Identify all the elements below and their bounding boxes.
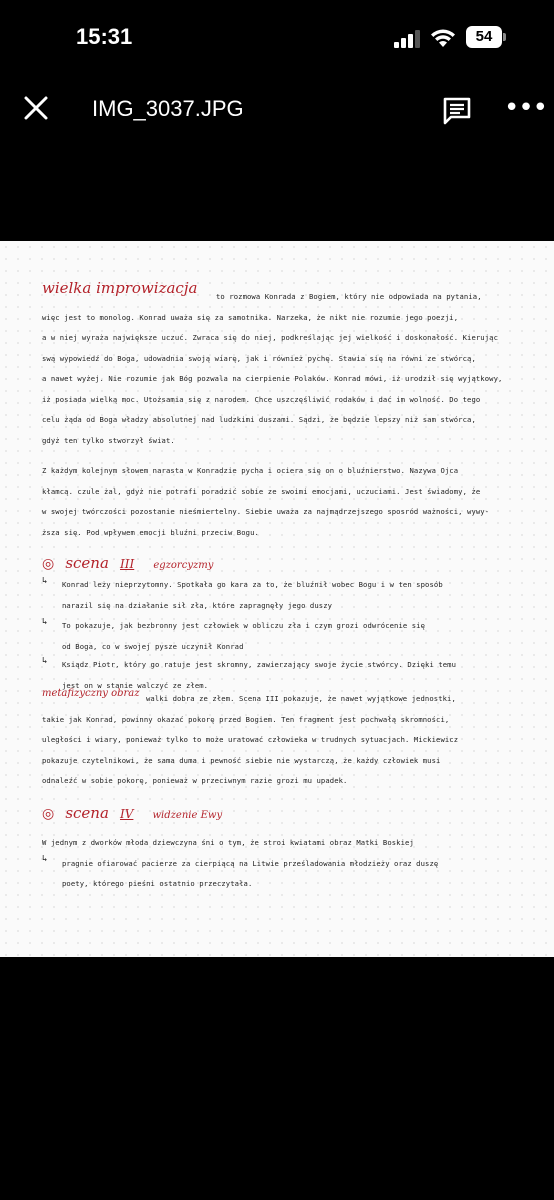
paragraph-1-line: a w niej wyraża największe uczuć. Zwraca się do niej, podkreślając jej wielkość i doskonałość. Kierując (42, 333, 499, 342)
spiral-bullet-icon: ◎ (42, 806, 55, 822)
paragraph-3-line: uległości i wiary, ponieważ tylko to może uratować człowieka w trudnych sytuacjach. Mickiewicz (42, 735, 459, 744)
scene-3-item (42, 616, 522, 657)
more-icon[interactable]: ••• (504, 93, 548, 123)
scene-3-item-line: narazil się na działanie sił zła, które zapragnęły jego duszy (62, 600, 333, 610)
paragraph-2-line: kłamcą. czule żal, gdyż nie potrafi poradzić sobie ze swoimi emocjami, uczuciami. Jest świadomy, że (42, 486, 481, 496)
status-time: 15:31 (76, 24, 133, 49)
paragraph-3-line: odnaleźć w sobie pokorę, ponieważ w przeciwnym razie grozi mu upadek. (42, 776, 348, 785)
paragraph-1 (42, 287, 518, 451)
paragraph-1-line: celu żąda od Boga władzy absolutnej nad ludzkimi duszami. Sądzi, że będzie lepszy niż sam stwórca, (42, 415, 476, 424)
paragraph-2 (42, 461, 518, 543)
scene-4-number: IV (120, 807, 134, 821)
scene-4-line: W jednym z dworków młoda dziewczyna śni o tym, że stroi kwiatami obraz Matki Boskiej (42, 838, 414, 847)
file-title: IMG_3037.JPG (92, 96, 244, 121)
paragraph-3-line: pokazuje czytelnikowi, że sama duma i pewność siebie nie wystarczą, że każdy człowiek musi (42, 755, 441, 765)
scene-3-number: III (120, 557, 135, 571)
scene-4-line: poety, którego pieśni ostatnio przeczytała. (62, 879, 253, 888)
scene-4-text (42, 833, 522, 895)
paragraph-3-line: takie jak Konrad, powinny okazać pokorę przed Bogiem. Ten fragment jest pochwałą skromności, (42, 714, 450, 724)
note-photo[interactable] (0, 241, 554, 957)
spiral-bullet-icon: ◎ (42, 556, 55, 572)
paragraph-1-line: a nawet wyżej. Nie rozumie jak Bóg pozwala na cierpienie Polaków. Konrad mówi, iż urodził się wyjątkowy, (42, 374, 503, 383)
paragraph-1-line: iż posiada wielką moc. Utożsamia się z narodem. Chce uszczęśliwić rodaków i dać im wolność. Do tego (42, 394, 481, 404)
scene-3-item-line: jest on w stanie walczyć ze złem. (62, 680, 209, 690)
arrow-bullet-icon: ↳ (42, 854, 48, 864)
scene-3-label: scena (65, 554, 109, 572)
arrow-bullet-icon: ↳ (42, 656, 48, 666)
scene-3-item-line: Konrad leży nieprzytomny. Spotkała go kara za to, że bluźnił wobec Bogu i w ten sposób (62, 580, 443, 589)
heading-wielka-improwizacja: wielka improwizacja (42, 279, 198, 297)
comment-icon[interactable] (442, 96, 472, 126)
scene-4-label: scena (65, 804, 109, 822)
battery-icon: 54 (466, 26, 502, 48)
paragraph-1-line: więc jest to monolog. Konrad uważa się za samotnika. Narzeka, że nikt nie rozumie jego poezji, (42, 312, 459, 322)
scene-4-line: pragnie ofiarować pacierze za cierpiącą na Litwie prześladowania młodzieży oraz duszę (62, 858, 439, 868)
scene-3-item (42, 575, 522, 616)
close-icon[interactable] (20, 92, 52, 124)
scene-3-heading (42, 553, 213, 572)
scene-4-heading (42, 803, 222, 822)
paragraph-2-line: w swojej twórczości pozostanie nieśmiertelny. Siebie uważa za najmądrzejszego sposród ważności, wywy- (42, 507, 490, 516)
heading-metafizyczny-obraz: metafizyczny obraz (42, 688, 140, 699)
status-bar (0, 0, 554, 72)
scene-3-item-line: od Boga, co w swojej pysze uczynił Konrad (62, 641, 244, 651)
arrow-bullet-icon: ↳ (42, 576, 48, 586)
wifi-icon (430, 28, 456, 48)
signal-icon (394, 30, 422, 48)
paragraph-3-line: walki dobra ze złem. Scena III pokazuje, że nawet wyjątkowe jednostki, (146, 694, 456, 703)
paragraph-3 (42, 689, 518, 792)
app-bar (0, 78, 554, 144)
scene-3-item-line: To pokazuje, jak bezbronny jest człowiek w obliczu zła i czym grozi odwrócenie się (62, 621, 426, 630)
paragraph-1-line: gdyż ten tylko stworzył świat. (42, 435, 175, 445)
scene-3-item-line: Ksiądz Piotr, który go ratuje jest skromny, zawierzający swoje życie stwórcy. Dzięki temu (62, 660, 457, 669)
scene-3-subtitle: egzorcyzmy (153, 560, 214, 571)
paragraph-1-line: to rozmowa Konrada z Bogiem, który nie odpowiada na pytania, (216, 292, 482, 301)
arrow-bullet-icon: ↳ (42, 617, 48, 627)
paragraph-1-line: swą wypowiedź do Boga, udowadnia swoją wiarę, jak i również pychę. Stawia się na równi ze stwórcą, (42, 353, 476, 363)
paragraph-2-line: ższa się. Pod wpływem emocji bluźni przeciw Bogu. (42, 527, 259, 537)
paragraph-2-line: Z każdym kolejnym słowem narasta w Konradzie pycha i ociera się on o bluźnierstwo. Nazywa Ojca (42, 466, 459, 475)
scene-4-subtitle: widzenie Ewy (152, 810, 223, 821)
